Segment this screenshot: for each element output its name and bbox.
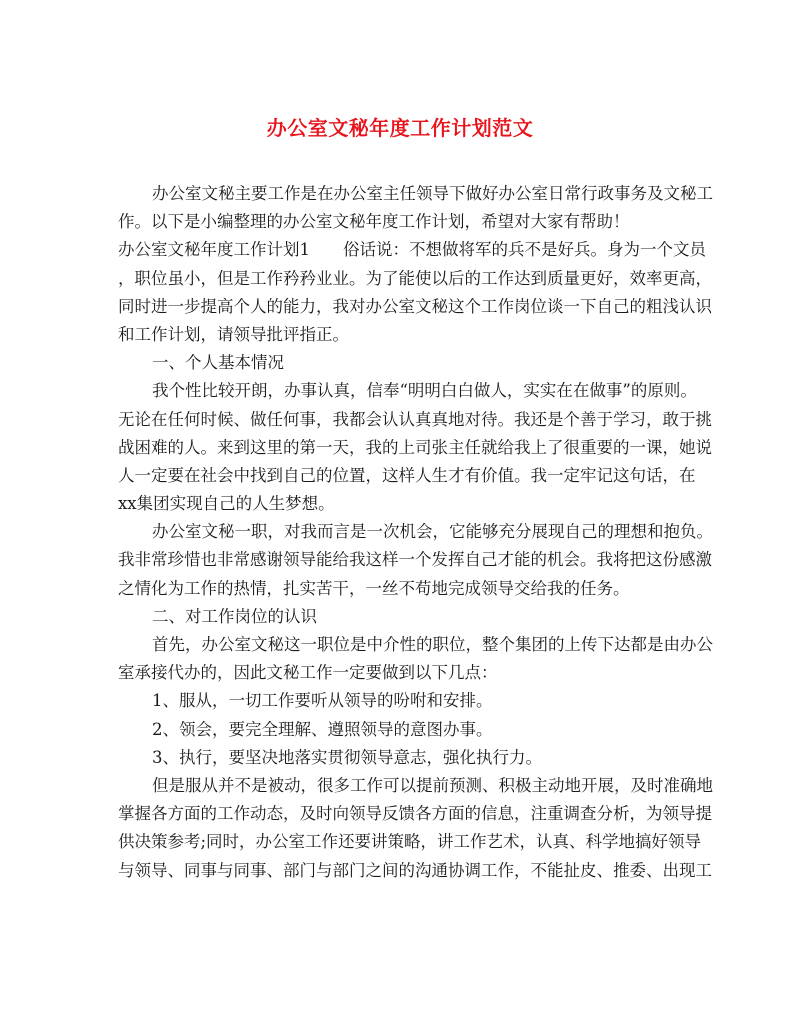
paragraph-line: 和工作计划，请领导批评指正。 <box>118 324 349 344</box>
paragraph-line: 供决策参考;同时，办公室工作还要讲策略，讲工作艺术，认真、科学地搞好领导 <box>118 832 702 852</box>
paragraph-line: xx集团实现自己的人生梦想。 <box>118 494 335 514</box>
list-item: 1、服从，一切工作要听从领导的吩咐和安排。 <box>152 691 493 711</box>
paragraph-line: 首先，办公室文秘这一职位是中介性的职位，整个集团的上传下达都是由办公 <box>152 635 713 654</box>
paragraph-line: 办公室文秘主要工作是在办公室主任领导下做好办公室日常行政事务及文秘工 <box>152 184 713 203</box>
paragraph-line: 之情化为工作的热情，扎实苦干，一丝不苟地完成领导交给我的任务。 <box>118 578 630 598</box>
paragraph-line: 同时进一步提高个人的能力，我对办公室文秘这个工作岗位谈一下自己的粗浅认识 <box>118 296 712 316</box>
paragraph-line: 办公室文秘一职，对我而言是一次机会，它能够充分展现自己的理想和抱负。 <box>152 522 713 542</box>
paragraph-line: 掌握各方面的工作动态，及时向领导反馈各方面的信息，注重调查分析，为领导提 <box>118 804 712 824</box>
list-item: 3、执行，要坚决地落实贯彻领导意志，强化执行力。 <box>152 747 542 767</box>
list-item: 2、领会，要完全理解、遵照领导的意图办事。 <box>152 719 493 739</box>
document-title: 办公室文秘年度工作计划范文 <box>266 116 534 140</box>
section-heading: 一、个人基本情况 <box>152 353 284 373</box>
document-body <box>118 180 713 885</box>
paragraph-line: ，职位虽小，但是工作矜矜业业。为了能使以后的工作达到质量更好，效率更高， <box>118 268 712 288</box>
paragraph-line: 办公室文秘年度工作计划1 俗话说：不想做将军的兵不是好兵。身为一个文员 <box>118 240 706 260</box>
paragraph-line: 我个性比较开朗，办事认真，信奉“明明白白做人，实实在在做事”的原则。 <box>152 381 697 401</box>
paragraph-line: 无论在任何时候、做任何事，我都会认认真真地对待。我还是个善于学习，敢于挑 <box>118 409 712 429</box>
paragraph-line: 室承接代办的，因此文秘工作一定要做到以下几点： <box>118 663 498 683</box>
paragraph-line: 作。以下是小编整理的办公室文秘年度工作计划，希望对大家有帮助！ <box>118 212 630 232</box>
section-heading: 二、对工作岗位的认识 <box>152 606 317 626</box>
paragraph-line: 但是服从并不是被动，很多工作可以提前预测、积极主动地开展，及时准确地 <box>152 775 713 795</box>
paragraph-line: 人一定要在社会中找到自己的位置，这样人生才有价值。我一定牢记这句话，在 <box>118 465 696 485</box>
paragraph-line: 我非常珍惜也非常感谢领导能给我这样一个发挥自己才能的机会。我将把这份感激 <box>118 550 712 570</box>
paragraph-line: 与领导、同事与同事、部门与部门之间的沟通协调工作，不能扯皮、推委、出现工 <box>118 860 712 880</box>
paragraph-line: 战困难的人。来到这里的第一天，我的上司张主任就给我上了很重要的一课，她说 <box>118 437 712 457</box>
